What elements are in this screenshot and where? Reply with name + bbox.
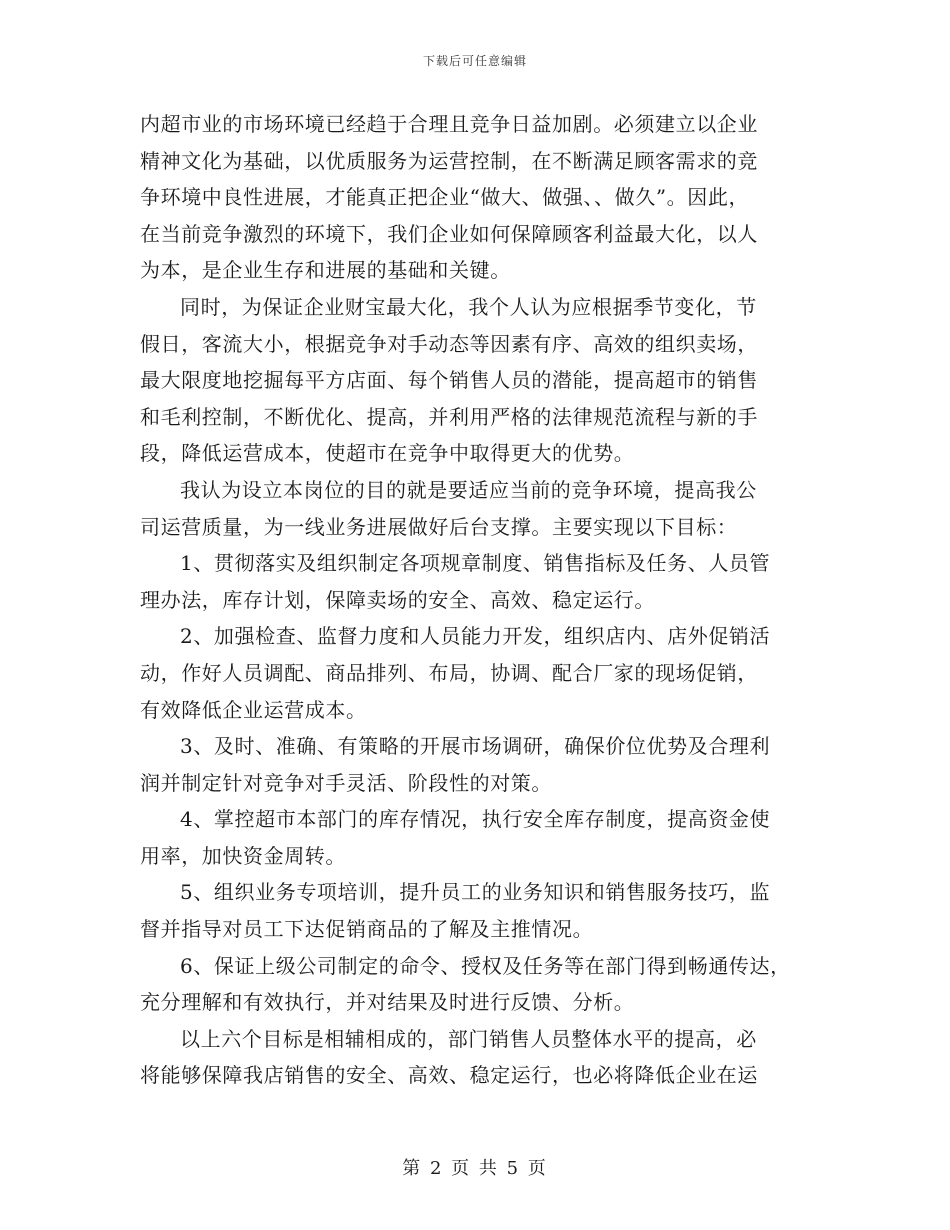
text-line: 将能够保障我店销售的安全、高效、稳定运行，也必将降低企业在运 (140, 1063, 758, 1088)
text-line: 有效降低企业运营成本。 (140, 697, 367, 722)
text-line: 以上六个目标是相辅相成的，部门销售人员整体水平的提高，必 (180, 1026, 757, 1051)
text-line: 争环境中良性进展，才能真正把企业“做大、做强、、做久”。因此， (140, 185, 750, 210)
text-line: 假日，客流大小，根据竞争对手动态等因素有序、高效的组织卖场， (140, 331, 758, 356)
text-line: 我认为设立本岗位的目的就是要适应当前的竞争环境，提高我公 (180, 477, 757, 502)
text-line: 2、加强检查、监督力度和人员能力开发，组织店内、店外促销活 (180, 624, 771, 649)
text-line: 用率，加快资金周转。 (140, 843, 346, 868)
text-line: 充分理解和有效执行，并对结果及时进行反馈、分析。 (140, 990, 635, 1015)
page-number: 第 2 页 共 5 页 (402, 1158, 548, 1179)
text-line: 和毛利控制，不断优化、提高，并利用严格的法律规范流程与新的手 (140, 404, 758, 429)
text-line: 5、组织业务专项培训，提升员工的业务知识和销售服务技巧，监 (180, 880, 771, 905)
goal-item-5 (140, 874, 820, 947)
text-line: 为本，是企业生存和进展的基础和关键。 (140, 258, 511, 283)
text-line: 润并制定针对竞争对手灵活、阶段性的对策。 (140, 770, 552, 795)
goal-item-6 (140, 948, 820, 1021)
text-line: 在当前竞争激烈的环境下，我们企业如何保障顾客利益最大化，以人 (140, 221, 758, 246)
goal-item-4 (140, 801, 820, 874)
document-body (140, 106, 820, 1094)
text-line: 1、贯彻落实及组织制定各项规章制度、销售指标及任务、人员管 (180, 551, 771, 576)
text-line: 理办法，库存计划，保障卖场的安全、高效、稳定运行。 (140, 587, 655, 612)
paragraph (140, 472, 820, 545)
text-line: 最大限度地挖掘每平方店面、每个销售人员的潜能，提高超市的销售 (140, 368, 758, 393)
text-line: 精神文化为基础，以优质服务为运营控制，在不断满足顾客需求的竞 (140, 148, 758, 173)
text-line: 3、及时、准确、有策略的开展市场调研，确保价位优势及合理利 (180, 734, 771, 759)
goal-item-2 (140, 618, 820, 728)
text-line: 督并指导对员工下达促销商品的了解及主推情况。 (140, 917, 594, 942)
text-line: 司运营质量，为一线业务进展做好后台支撑。主要实现以下目标： (140, 514, 738, 539)
paragraph (140, 289, 820, 472)
text-line: 动，作好人员调配、商品排列、布局，协调、配合厂家的现场促销， (140, 660, 758, 685)
goal-item-3 (140, 728, 820, 801)
paragraph-summary (140, 1021, 820, 1094)
text-line: 6、保证上级公司制定的命令、授权及任务等在部门得到畅通传达， (180, 953, 791, 978)
page-header: 下载后可任意编辑 (422, 54, 527, 68)
text-line: 同时，为保证企业财宝最大化，我个人认为应根据季节变化，节 (180, 294, 757, 319)
paragraph-continuation (140, 106, 820, 289)
text-line: 段，降低运营成本，使超市在竞争中取得更大的优势。 (140, 441, 635, 466)
goal-item-1 (140, 545, 820, 618)
text-line: 内超市业的市场环境已经趋于合理且竞争日益加剧。必须建立以企业 (140, 112, 758, 136)
text-line: 4、掌控超市本部门的库存情况，执行安全库存制度，提高资金使 (180, 807, 771, 832)
